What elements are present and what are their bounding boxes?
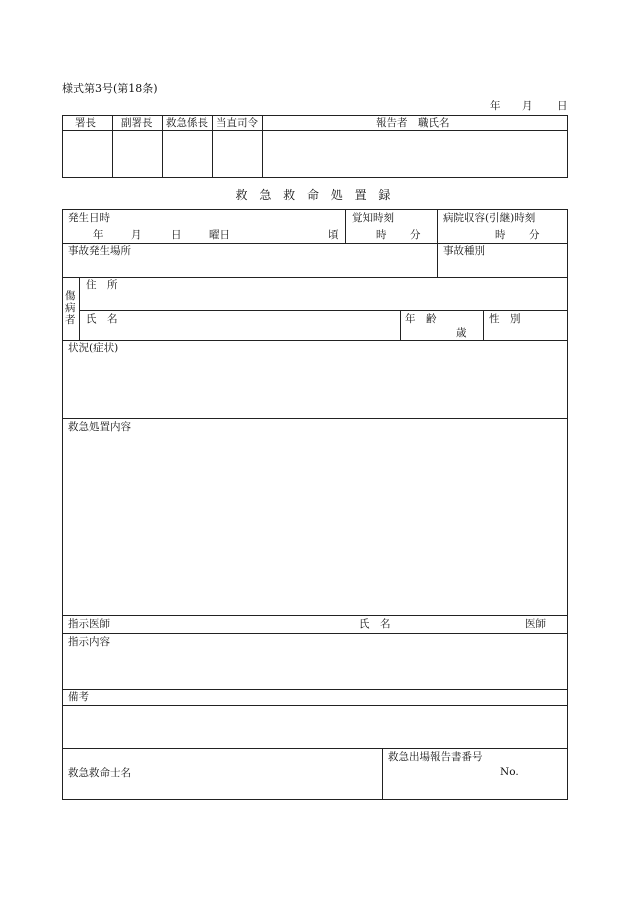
duty-commander-header: 当直司令 [216, 117, 258, 129]
age-unit: 歳 [456, 327, 467, 339]
doctor-suffix: 医師 [525, 618, 546, 630]
awareness-hour-unit: 時 [376, 229, 387, 241]
awareness-time-field[interactable] [346, 226, 436, 242]
address-label: 住 所 [86, 279, 118, 291]
name-label: 氏 名 [86, 313, 118, 325]
address-field[interactable] [80, 292, 567, 309]
row-divider [62, 243, 568, 244]
form-title: 救 急 救 命 処 置 録 [235, 188, 395, 202]
treatment-label: 救急処置内容 [68, 421, 131, 433]
row-divider [62, 689, 568, 690]
accident-place-label: 事故発生場所 [68, 245, 131, 257]
remarks-label: 備考 [68, 691, 89, 703]
remarks-field[interactable] [63, 706, 567, 747]
row-divider [62, 277, 568, 278]
occurrence-weekday-unit: 曜日 [209, 229, 230, 241]
doctor-name-label: 氏 名 [359, 618, 391, 630]
occurrence-month-unit: 月 [131, 229, 142, 241]
chief-seal-field[interactable] [63, 131, 112, 177]
date-year: 年 [490, 100, 501, 112]
instruction-field[interactable] [63, 650, 567, 688]
patient-side-label-3: 者 [65, 314, 76, 326]
deputy-chief-header: 副署長 [121, 117, 153, 129]
patient-side-label-1: 傷 [65, 290, 76, 302]
row-divider [62, 418, 568, 419]
report-number-no: No. [500, 766, 519, 778]
occurrence-year-unit: 年 [93, 229, 104, 241]
deputy-chief-seal-field[interactable] [113, 131, 162, 177]
row-divider [62, 748, 568, 749]
treatment-field[interactable] [63, 436, 567, 614]
age-label: 年 齢 [405, 313, 437, 325]
age-field[interactable] [401, 325, 453, 339]
occurrence-day-unit: 日 [171, 229, 182, 241]
ems-chief-header: 救急係長 [166, 117, 208, 129]
report-number-label: 救急出場報告書番号 [388, 751, 483, 763]
doctor-name-field[interactable] [400, 616, 520, 632]
row-divider [62, 340, 568, 341]
sex-field[interactable] [484, 325, 567, 339]
reporter-field[interactable] [263, 131, 567, 177]
doctor-label: 指示医師 [68, 618, 110, 630]
instruction-label: 指示内容 [68, 636, 110, 648]
sex-label: 性 別 [489, 313, 521, 325]
occurrence-datetime-field[interactable] [63, 226, 344, 242]
paramedic-label: 救急救命士名 [68, 767, 131, 779]
date-day: 日 [557, 100, 568, 112]
occurrence-label: 発生日時 [68, 212, 110, 224]
paramedic-name-field[interactable] [140, 760, 380, 790]
chief-header: 署長 [75, 117, 96, 129]
hospital-label: 病院収容(引継)時刻 [443, 212, 536, 224]
awareness-minute-unit: 分 [410, 229, 421, 241]
hospital-hour-unit: 時 [495, 229, 506, 241]
accident-type-label: 事故種別 [443, 245, 485, 257]
awareness-label: 覚知時刻 [352, 212, 394, 224]
date-month: 月 [522, 100, 533, 112]
occurrence-approx-unit: 頃 [328, 229, 339, 241]
col-divider [382, 748, 383, 800]
condition-label: 状況(症状) [68, 342, 119, 354]
report-number-field[interactable] [520, 764, 566, 780]
accident-place-field[interactable] [63, 259, 436, 276]
reporter-header: 報告者 職氏名 [376, 117, 450, 129]
patient-side-label-2: 病 [65, 302, 76, 314]
accident-type-field[interactable] [438, 259, 567, 276]
duty-commander-seal-field[interactable] [213, 131, 262, 177]
hospital-time-field[interactable] [438, 226, 567, 242]
form-id: 様式第3号(第18条) [62, 82, 158, 95]
patient-name-field[interactable] [130, 311, 399, 339]
condition-field[interactable] [63, 356, 567, 417]
hospital-minute-unit: 分 [529, 229, 540, 241]
row-divider [62, 633, 568, 634]
ems-chief-seal-field[interactable] [163, 131, 212, 177]
